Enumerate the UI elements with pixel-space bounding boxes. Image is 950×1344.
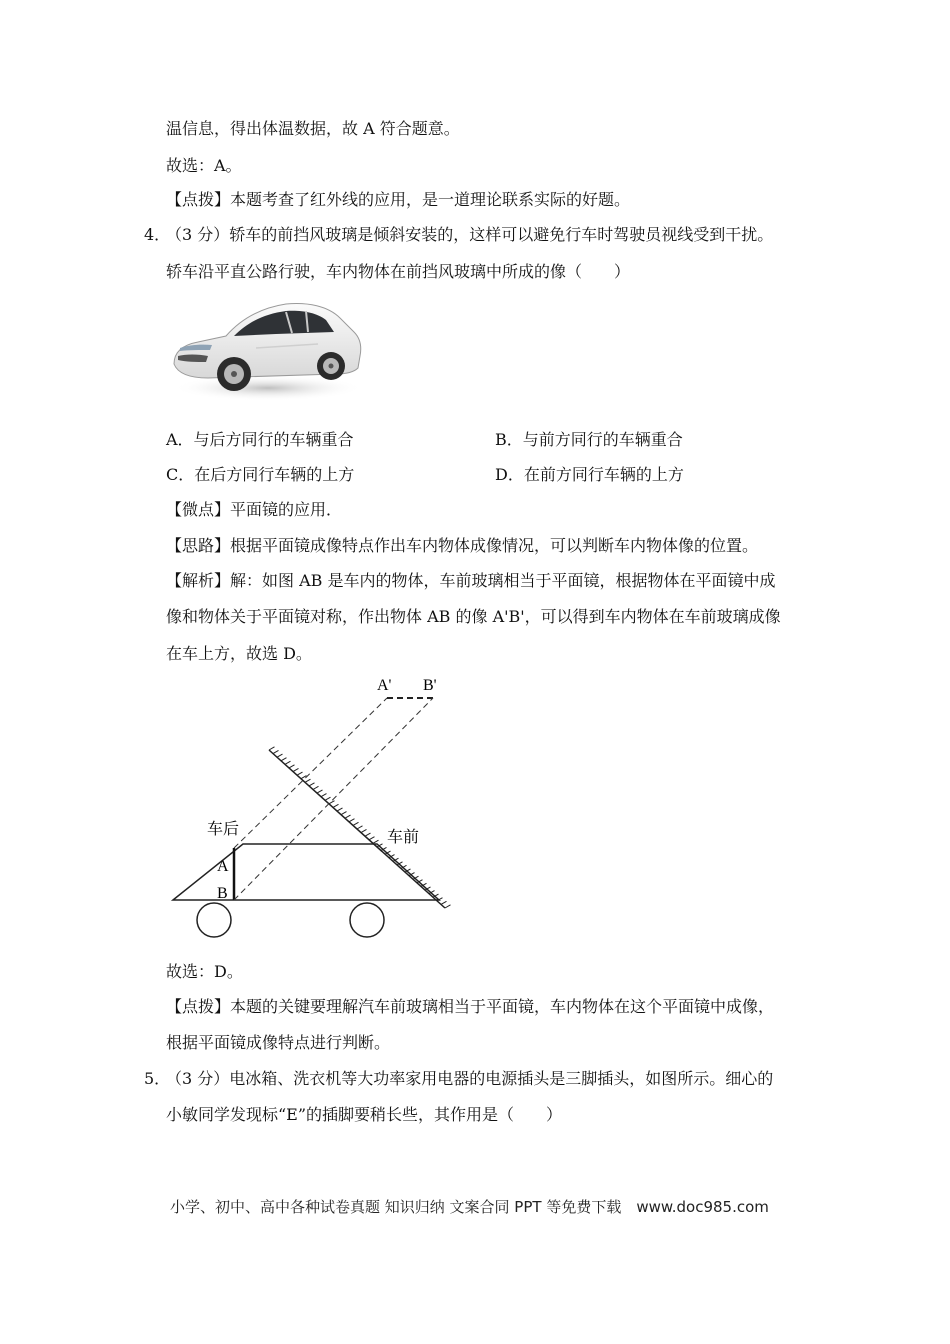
mirror-hatch-tick [309,783,314,786]
q5-stem-line1: （3 分）电冰箱、洗衣机等大功率家用电器的电源插头是三脚插头，如图所示。细心的 [166,1069,774,1088]
q5-stem-line2: 小敏同学发现标“E”的插脚要稍长些，其作用是（ ） [166,1105,563,1124]
q4-jiexi-line1: 【解析】解：如图 AB 是车内的物体，车前玻璃相当于平面镜，根据物体在平面镜中成 [166,571,776,590]
mirror-hatch-tick [361,829,366,832]
q4-option-b: B．与前方同行的车辆重合 [495,430,683,449]
page-footer: 小学、初中、高中各种试卷真题 知识归纳 文案合同 PPT 等免费下载 www.doc985.com [170,1198,769,1216]
label-rear: 车后 [207,819,240,838]
q4-jiexi-line3: 在车上方，故选 D。 [166,644,312,663]
mirror-hatch-tick [357,826,362,829]
q4-number: 4． [144,225,171,244]
q4-option-a: A．与后方同行的车辆重合 [166,430,354,449]
mirror-hatch-tick [337,808,342,811]
q4-option-c: C．在后方同行车辆的上方 [166,465,355,484]
mirror-hatch-tick [341,812,346,815]
label-a-prime: A' [377,677,392,694]
mirror-hatch-tick [369,837,374,840]
q3-answer: 故选：A。 [166,156,242,175]
front-wheel [350,903,384,937]
q4-weidian: 【微点】平面镜的应用． [166,500,343,519]
mirror-hatch-tick [289,765,294,768]
q3-explanation-tail: 温信息，得出体温数据，故 A 符合题意。 [166,119,460,138]
mirror-hatch-tick [269,747,274,750]
mirror-hatch-tick [297,772,302,775]
label-b-prime: B' [423,677,437,694]
mirror-hatching [269,747,450,908]
q4-answer: 故选：D。 [166,962,243,981]
label-b: B [217,885,228,902]
plane-mirror-diagram [165,672,465,944]
mirror-hatch-tick [329,801,334,804]
q4-stem-line2: 轿车沿平直公路行驶，车内物体在前挡风玻璃中所成的像（ ） [166,262,631,281]
mirror-hatch-tick [277,754,282,757]
label-front: 车前 [387,827,420,846]
q3-tip: 【点拨】本题考查了红外线的应用，是一道理论联系实际的好题。 [166,190,631,209]
q5-number: 5． [144,1069,171,1088]
q4-tip-line2: 根据平面镜成像特点进行判断。 [166,1033,391,1052]
mirror-hatch-tick [349,819,354,822]
mirror-hatch-tick [333,804,338,807]
dashed-line-a [234,698,387,848]
rear-wheel [197,903,231,937]
mirror-hatch-tick [273,750,278,753]
mirror-hatch-tick [285,761,290,764]
car-outline [173,844,439,900]
q4-tip-line1: 【点拨】本题的关键要理解汽车前玻璃相当于平面镜，车内物体在这个平面镜中成像， [166,997,775,1016]
mirror-hatch-tick [313,786,318,789]
q4-silu: 【思路】根据平面镜成像特点作出车内物体成像情况，可以判断车内物体像的位置。 [166,536,759,555]
q4-option-d: D．在前方同行车辆的上方 [495,465,684,484]
sedan-car-image [168,290,364,406]
mirror-hatch-tick [353,822,358,825]
mirror-hatch-tick [445,905,450,908]
mirror-hatch-tick [317,790,322,793]
mirror-hatch-tick [305,779,310,782]
q4-stem-line1: （3 分）轿车的前挡风玻璃是倾斜安装的，这样可以避免行车时驾驶员视线受到干扰。 [166,225,774,244]
mirror-hatch-tick [281,758,286,761]
mirror-hatch-tick [441,901,446,904]
q4-jiexi-line2: 像和物体关于平面镜对称，作出物体 AB 的像 A'B'，可以得到车内物体在车前玻璃成像 [166,607,781,626]
mirror-hatch-tick [365,833,370,836]
mirror-hatch-tick [325,797,330,800]
mirror-hatch-tick [293,768,298,771]
mirror-hatch-tick [321,794,326,797]
mirror-hatch-tick [345,815,350,818]
mirror-hatch-tick [373,840,378,843]
label-a: A [217,858,229,875]
